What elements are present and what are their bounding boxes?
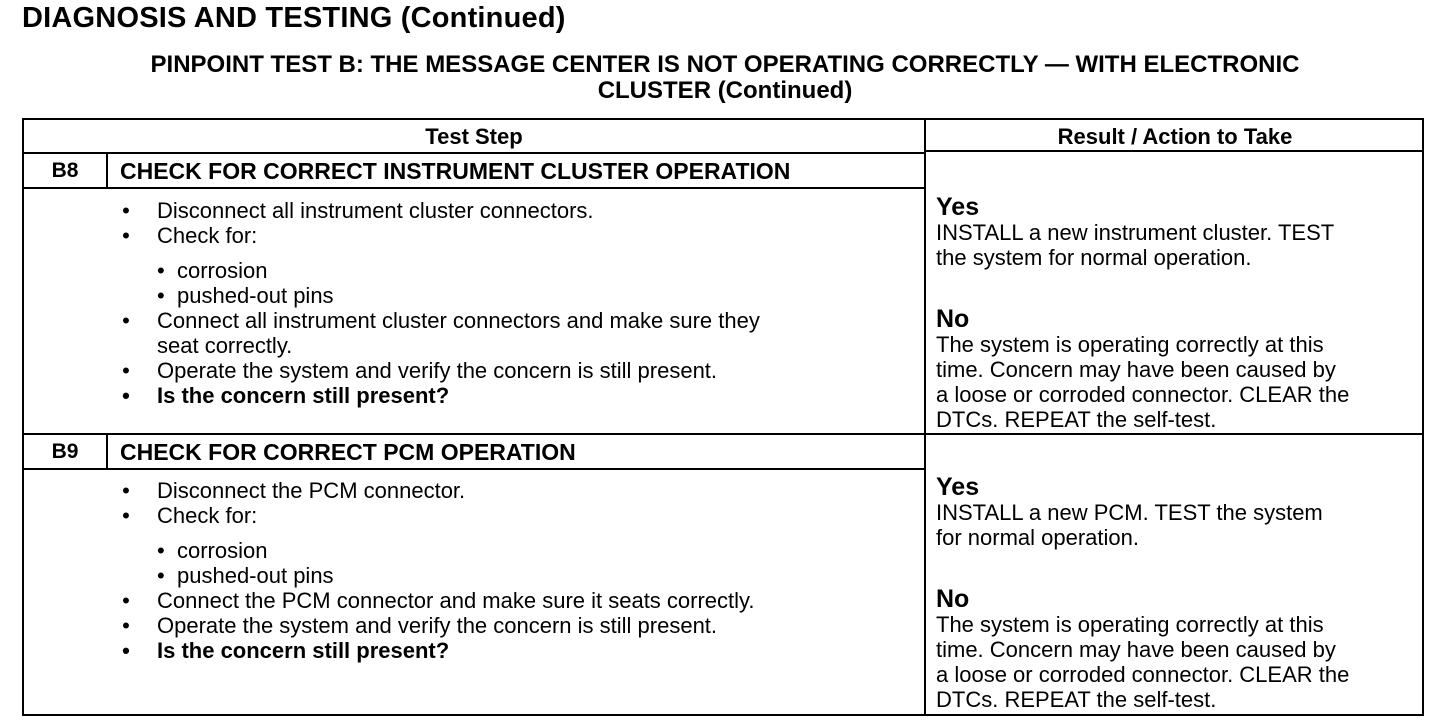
list-item: • Check for: <box>116 223 896 248</box>
bullet-icon: • <box>122 503 130 528</box>
section-title <box>40 52 1410 104</box>
step-title: CHECK FOR CORRECT PCM OPERATION <box>120 439 576 465</box>
column-header-result: Result / Action to Take <box>1057 124 1293 149</box>
header-divider-right <box>926 150 1422 152</box>
list-item: • Operate the system and verify the concern is still present. <box>116 613 896 638</box>
step-instructions <box>116 478 896 663</box>
step-id: B9 <box>51 440 79 463</box>
list-item-question: • Is the concern still present? <box>116 638 896 663</box>
sub-list-item: • pushed-out pins <box>157 283 334 308</box>
bullet-icon: • <box>157 283 165 308</box>
no-action: The system is operating correctly at this time. Concern may have been caused by a loose or corroded connector. CLEAR the DTCs. REPEAT the self-test. <box>936 612 1350 712</box>
bullet-icon: • <box>122 638 130 663</box>
page-title: DIAGNOSIS AND TESTING (Continued) <box>22 2 566 34</box>
list-item: • Check for: <box>116 503 896 528</box>
list-item: • Disconnect the PCM connector. <box>116 478 896 503</box>
list-item-continuation: seat correctly. <box>157 333 293 358</box>
step-title: CHECK FOR CORRECT INSTRUMENT CLUSTER OPERATION <box>120 158 791 184</box>
bullet-icon: • <box>157 258 165 283</box>
column-header-test-step: Test Step <box>425 124 523 149</box>
no-label: No <box>936 585 970 613</box>
bullet-icon: • <box>157 563 165 588</box>
yes-action: INSTALL a new PCM. TEST the system for normal operation. <box>936 500 1323 550</box>
sub-list-item: • corrosion <box>157 538 268 563</box>
bullet-icon: • <box>122 223 130 248</box>
list-item: • Disconnect all instrument cluster connectors. <box>116 198 896 223</box>
section-title-line-2: CLUSTER (Continued) <box>597 77 853 104</box>
no-label: No <box>936 305 970 333</box>
b9-id-divider <box>106 435 108 469</box>
bullet-icon: • <box>122 308 130 333</box>
result-b8 <box>936 194 1424 432</box>
list-item: • Connect all instrument cluster connectors and make sure they <box>116 308 896 333</box>
yes-label: Yes <box>936 473 980 501</box>
section-title-line-1: PINPOINT TEST B: THE MESSAGE CENTER IS NOT OPERATING CORRECTLY — WITH ELECTRONIC <box>150 51 1300 78</box>
step-instructions <box>116 198 896 408</box>
yes-label: Yes <box>936 193 980 221</box>
bullet-icon: • <box>122 588 130 613</box>
sub-list-item: • corrosion <box>157 258 268 283</box>
step-id: B8 <box>51 159 79 182</box>
bullet-icon: • <box>122 383 130 408</box>
list-item-question: • Is the concern still present? <box>116 383 896 408</box>
sub-list-item: • pushed-out pins <box>157 563 334 588</box>
list-item: • Operate the system and verify the concern is still present. <box>116 358 896 383</box>
column-divider <box>924 120 926 714</box>
bullet-icon: • <box>157 538 165 563</box>
yes-action: INSTALL a new instrument cluster. TEST the system for normal operation. <box>936 220 1335 270</box>
bullet-icon: • <box>122 478 130 503</box>
bullet-icon: • <box>122 613 130 638</box>
result-b9 <box>936 474 1424 712</box>
no-action: The system is operating correctly at this time. Concern may have been caused by a loose or corroded connector. CLEAR the DTCs. REPEAT the self-test. <box>936 332 1350 432</box>
b8-id-divider <box>106 154 108 188</box>
pinpoint-test-table <box>22 118 1424 716</box>
bullet-icon: • <box>122 198 130 223</box>
bullet-icon: • <box>122 358 130 383</box>
list-item: • Connect the PCM connector and make sure it seats correctly. <box>116 588 896 613</box>
